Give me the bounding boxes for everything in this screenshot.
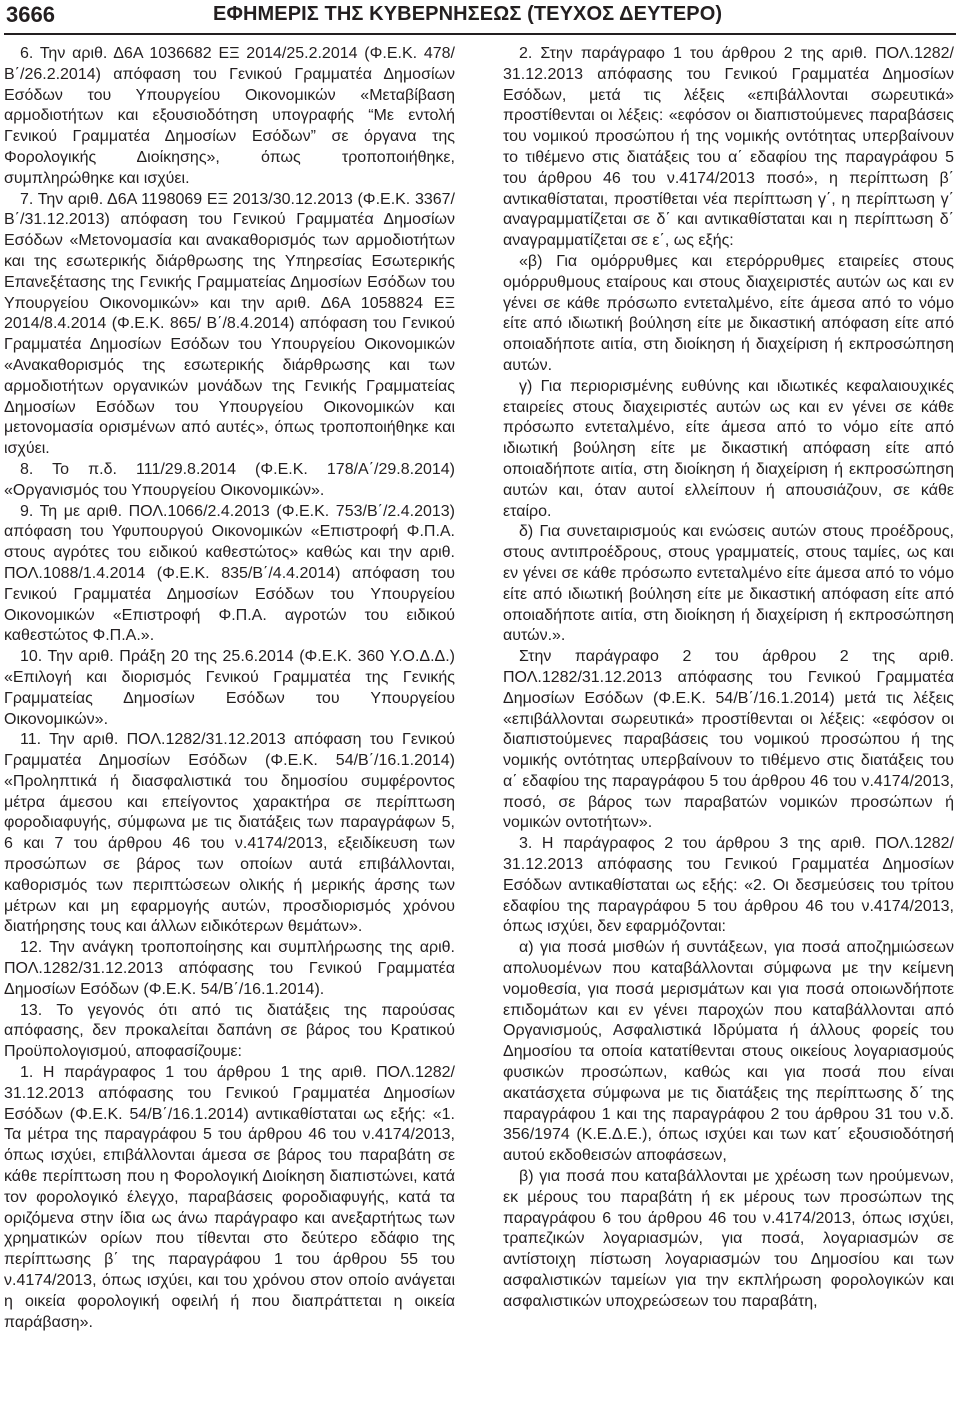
paragraph: β) για ποσά που καταβάλλονται με χρέωση των ηρούμενων, εκ μέρους του παραβάτη ή εκ μέρους των προσώπων της παραγράφου 6 του άρθρου 46 του ν.4174/2013, όπως ισχύει, τραπεζικών λογαριασμών, για ποσά, λογαριασμών σε αντίστοιχη πίστωση λογαριασμών του Δημοσίου και των ασφαλιστικών ταμείων για την εκπλήρωση φορολογικών και ασφαλιστικών υποχρεώσεων του παραβάτη,	[503, 1168, 954, 1310]
gazette-title: ΕΦΗΜΕΡΙΣ ΤΗΣ ΚΥΒΕΡΝΗΣΕΩΣ (ΤΕΥΧΟΣ ΔΕΥΤΕΡΟ)	[213, 3, 723, 25]
left-column	[4, 44, 455, 1333]
paragraph: 6. Την αριθ. Δ6Α 1036682 ΕΞ 2014/25.2.2014 (Φ.Ε.Κ. 478/ Β΄/26.2.2014) απόφαση του Γενικού Γραμματέα Δημοσίων Εσόδων του Υπουργείου Οικονομικών «Μεταβίβαση αρμοδιοτήτων και εξουσιοδότηση υπογραφής “Με εντολή Γενικού Γραμματέα Δημοσίων Εσόδων” σε όργανα της Φορολογικής Διοίκησης», όπως τροποποιήθηκε, συμπληρώθηκε και ισχύει.	[4, 45, 455, 187]
paragraph: 8. Το π.δ. 111/29.8.2014 (Φ.Ε.Κ. 178/Α΄/29.8.2014) «Οργανισμός του Υπουργείου Οικονομικών».	[4, 460, 455, 499]
paragraph: γ) Για περιορισμένης ευθύνης και ιδιωτικές κεφαλαιουχικές εταιρείες στους διαχειριστές αυτών ως και εν γένει σε κάθε πρόσωπο εντεταλμένο, είτε άμεσα από το νόμο είτε από ιδιωτική βούληση είτε με δικαστική απόφαση είτε από οποιαδήποτε αιτία, στη διοίκηση ή διαχείριση ή εκπροσώπηση αυτών και, όταν αυτοί ελλείπουν ή απουσιάζουν, σε κάθε εταίρο.	[503, 377, 954, 520]
paragraph: 9. Τη με αριθ. ΠΟΛ.1066/2.4.2013 (Φ.Ε.Κ. 753/Β΄/2.4.2013) απόφαση του Υφυπουργού Οικονομικών «Επιστροφή Φ.Π.Α. στους αγρότες του ειδικού καθεστώτος» καθώς και την αριθ. ΠΟΛ.1088/1.4.2014 (Φ.Ε.Κ. 835/Β΄/4.4.2014) απόφαση του Γενικού Γραμματέα Δημοσίων Εσόδων του Υπουργείου Οικονομικών «Επιστροφή Φ.Π.Α. αγροτών του ειδικού καθεστώτος Φ.Π.Α.».	[4, 502, 455, 645]
paragraph: 11. Την αριθ. ΠΟΛ.1282/31.12.2013 απόφαση του Γενικού Γραμματέα Δημοσίων Εσόδων (Φ.Ε.Κ. 54/Β΄/16.1.2014) «Προληπτικά ή διασφαλιστικά του δημοσίου συμφέροντος μέτρα άμεσου και επείγοντος χαρακτήρα σε περίπτωση φοροδιαφυγής, σύμφωνα με τις διατάξεις των παραγράφων 5, 6 και 7 του άρθρου 46 του ν.4174/2013, εξειδίκευση των προσώπων σε βάρος των οποίων αυτά επιβάλλονται, καθορισμός των περιπτώσεων ολικής ή μερικής άρσης των μέτρων και μη εφαρμογής αυτών, προσδιορισμός χρόνου διατήρησης τους και άλλων ειδικότερων θεμάτων».	[4, 731, 455, 936]
paragraph: 13. Το γεγονός ότι από τις διατάξεις της παρούσας απόφασης, δεν προκαλείται δαπάνη σε βάρος του Κρατικού Προϋπολογισμού, αποφασίζουμε:	[4, 1001, 455, 1061]
paragraph: 10. Την αριθ. Πράξη 20 της 25.6.2014 (Φ.Ε.Κ. 360 Υ.Ο.Δ.Δ.) «Επιλογή και διορισμός Γενικού Γραμματέα της Γενικής Γραμματείας Δημοσίων Εσόδων του Υπουργείου Οικονομικών».	[4, 648, 455, 728]
header-rule	[4, 33, 956, 35]
paragraph: 2. Στην παράγραφο 1 του άρθρου 2 της αριθ. ΠΟΛ.1282/ 31.12.2013 απόφασης του Γενικού Γραμματέα Δημοσίων Εσόδων, μετά τις λέξεις «επιβάλλονται σωρευτικά» προστίθενται οι λέξεις: «εφόσον οι διαπιστούμενες παραβάσεις του νομικού προσώπου ή της νομικής οντότητας υπερβαίνουν το τιθέμενο στις διατάξεις του α΄ εδαφίου της παραγράφου 5 του άρθρου 46 του ν.4174/2013 ποσό», η περίπτωση β΄ αντικαθίσταται, προστίθεται νέα περίπτωση γ΄, η περίπτωση γ΄ αναγραμματίζεται σε δ΄ και αντικαθίσταται και η περίπτωση δ΄ αναγραμματίζεται σε ε΄, ως εξής:	[503, 45, 954, 250]
page-header	[0, 0, 960, 36]
right-column	[503, 44, 954, 1313]
paragraph: «β) Για ομόρρυθμες και ετερόρρυθμες εταιρείες στους ομόρρυθμους εταίρους και στους διαχειριστές αυτών ως και εν γένει σε κάθε πρόσωπο εντεταλμένο, είτε άμεσα από το νόμο είτε από ιδιωτική βούληση είτε με δικαστική απόφαση είτε από οποιαδήποτε αιτία, στη διοίκηση ή διαχείριση ή εκπροσώπηση αυτών.	[503, 252, 954, 374]
paragraph: 7. Την αριθ. Δ6Α 1198069 ΕΞ 2013/30.12.2013 (Φ.Ε.Κ. 3367/ Β΄/31.12.2013) απόφαση του Γενικού Γραμματέα Δημοσίων Εσόδων «Μετονομασία και ανακαθορισμός των αρμοδιοτήτων και της εσωτερικής διάρθρωσης της Υπηρεσίας Εσωτερικής Επανεξέτασης της Γενικής Γραμματείας Δημοσίων Εσόδων του Υπουργείου Οικονομικών» και την αριθ. Δ6Α 1058824 ΕΞ 2014/8.4.2014 (Φ.Ε.Κ. 865/ Β΄/8.4.2014) απόφαση του Γενικού Γραμματέα Δημοσίων Εσόδων του Υπουργείου Οικονομικών «Ανακαθορισμός της εσωτερικής διάρθρωσης και των αρμοδιοτήτων οργανικών μονάδων της Γενικής Γραμματείας Δημοσίων Εσόδων του Υπουργείου Οικονομικών και μετονομασία ορισμένων από αυτές», όπως τροποποιήθηκε και ισχύει.	[4, 190, 455, 458]
paragraph: Στην παράγραφο 2 του άρθρου 2 της αριθ. ΠΟΛ.1282/31.12.2013 απόφασης του Γενικού Γραμματέα Δημοσίων Εσόδων (Φ.Ε.Κ. 54/Β΄/16.1.2014) μετά τις λέξεις «επιβάλλονται σωρευτικά» προστίθενται οι λέξεις: «εφόσον οι διαπιστούμενες παραβάσεις του νομικού προσώπου ή της νομικής οντότητας υπερβαίνουν το τιθέμενο στις διατάξεις του α΄ εδαφίου της παραγράφου 5 του άρθρου 46 του ν.4174/2013, ποσό, σε βάρος των παραβατών νομικών προσώπων ή νομικών οντοτήτων».	[503, 648, 954, 832]
paragraph: δ) Για συνεταιρισμούς και ενώσεις αυτών στους προέδρους, στους αντιπροέδρους, στους γραμματείς, στους ταμίες, ως και εν γένει σε κάθε πρόσωπο εντεταλμένο είτε άμεσα από το νόμο είτε από ιδιωτική βούληση είτε με δικαστική απόφαση είτε από οποιαδήποτε αιτία, στη διοίκηση ή διαχείριση ή εκπροσώπηση αυτών.».	[503, 523, 954, 645]
paragraph: α) για ποσά μισθών ή συντάξεων, για ποσά αποζημιώσεων απολυομένων που καταβάλλονται σύμφωνα με την κείμενη νομοθεσία, για ποσά μερισμάτων και για ποσά οποιωνδήποτε επιδομάτων και εν γένει παροχών που καταβάλλονται από Οργανισμούς, Ασφαλιστικά Ιδρύματα ή άλλους φορείς του Δημοσίου τα οποία κατατίθενται στους οικείους λογαριασμούς φυσικών προσώπων, καθώς και για ποσά που είναι ακατάσχετα σύμφωνα με τις διατάξεις της περίπτωσης δ΄ της παραγράφου 1 και της παραγράφου 2 του άρθρου 31 του ν.δ. 356/1974 (Κ.Ε.Δ.Ε.), όπως ισχύει και των κατ΄ εξουσιοδότησή αυτού εκδοθεισών αποφάσεων,	[503, 939, 954, 1165]
paragraph: 1. Η παράγραφος 1 του άρθρου 1 της αριθ. ΠΟΛ.1282/ 31.12.2013 απόφασης του Γενικού Γραμματέα Δημοσίων Εσόδων (Φ.Ε.Κ. 54/Β΄/16.1.2014) αντικαθίσταται ως εξής: «1. Τα μέτρα της παραγράφου 5 του άρθρου 46 του ν.4174/2013, όπως ισχύει, επιβάλλονται άμεσα σε βάρος του παραβάτη σε κάθε περίπτωση που η Φορολογική Διοίκηση διαπιστώνει, κατά τον φορολογικό έλεγχο, παραβάσεις φοροδιαφυγής, κατά τα οριζόμενα στην ίδια ως άνω παράγραφο και ανεξαρτήτως των χρηματικών ορίων που τίθενται στο δεύτερο εδάφιο της περίπτωσης β΄ της παραγράφου 1 του άρθρου 55 του ν.4174/2013, όπως ισχύει, και του χρόνου στον οποίο ανάγεται η οικεία φορολογική οφειλή ή που διαπράττεται η οικεία παράβαση».	[4, 1064, 455, 1331]
paragraph: 3. Η παράγραφος 2 του άρθρου 3 της αριθ. ΠΟΛ.1282/ 31.12.2013 απόφασης του Γενικού Γραμματέα Δημοσίων Εσόδων αντικαθίσταται ως εξής: «2. Οι δεσμεύσεις του τρίτου εδαφίου της παραγράφου 5 του άρθρου 46 του ν.4174/2013, όπως ισχύει, δεν εφαρμόζονται:	[503, 835, 954, 936]
paragraph: 12. Την ανάγκη τροποποίησης και συμπλήρωσης της αριθ. ΠΟΛ.1282/31.12.2013 απόφασης του Γενικού Γραμματέα Δημοσίων Εσόδων (Φ.Ε.Κ. 54/Β΄/16.1.2014).	[4, 939, 455, 998]
page-number: 3666	[6, 2, 55, 27]
